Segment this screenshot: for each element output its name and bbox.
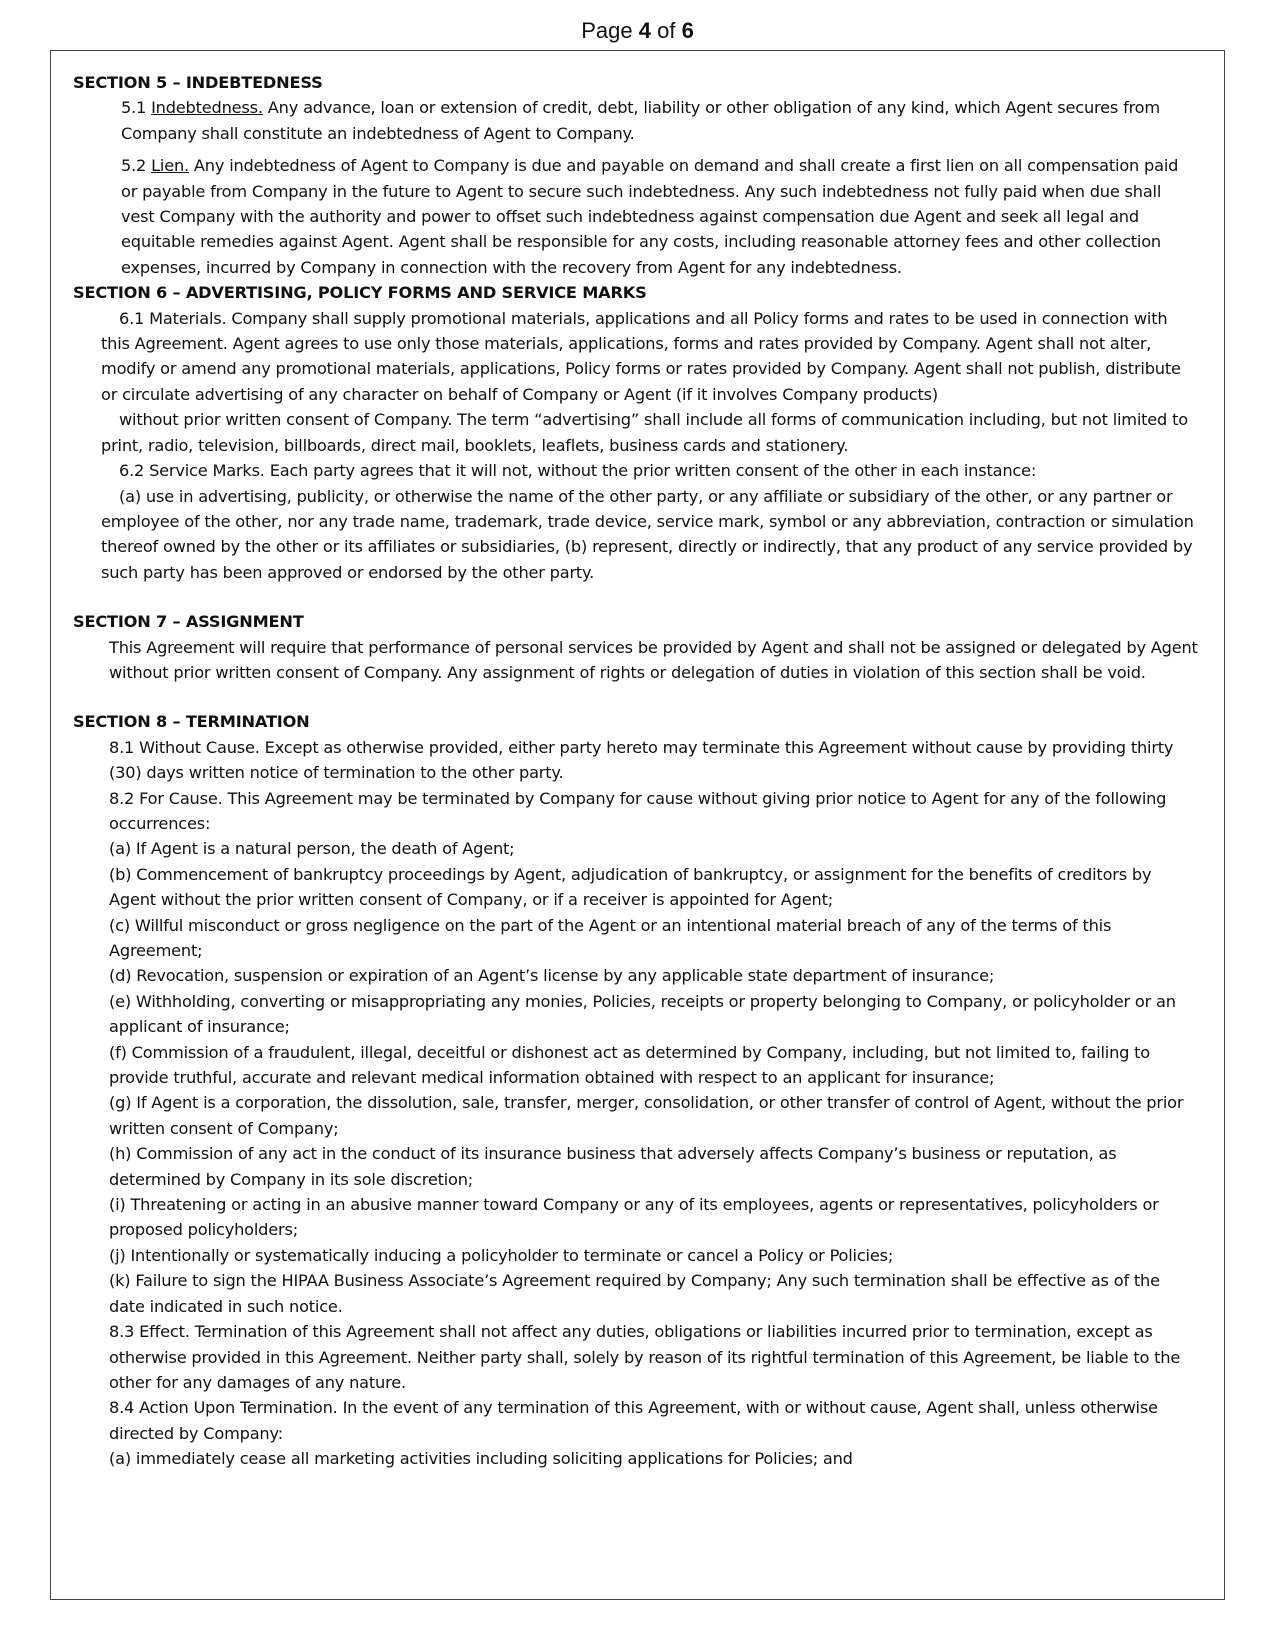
clause-8-2-b: (b) Commencement of bankruptcy proceedings by Agent, adjudication of bankruptcy, or assignment for the benefits of creditors by Agent without the prior written consent of Company, or if a receiver is appointed for Agent; (109, 864, 1152, 910)
section-8-title: SECTION 8 – TERMINATION (73, 712, 310, 732)
page-number-header (0, 18, 1275, 44)
section-7-title: SECTION 7 – ASSIGNMENT (73, 612, 304, 632)
section-7-text: This Agreement will require that performance of personal services be provided by Agent and shall not be assigned or delegated by Agent without prior written consent of Company. Any assignment of rights or delegation of duties in violation of this section shall be void. (109, 637, 1198, 682)
clause-5-1-term: Indebtedness. (151, 98, 263, 118)
clause-8-2-d: (d) Revocation, suspension or expiration of an Agent’s license by any applicable state department of insurance; (109, 966, 995, 986)
clause-8-2-e: (e) Withholding, converting or misappropriating any monies, Policies, receipts or property belonging to Company, or policyholder or an applicant of insurance; (109, 991, 1176, 1037)
section-5-title: SECTION 5 – INDEBTEDNESS (73, 73, 323, 92)
clause-8-4-a: (a) immediately cease all marketing activities including soliciting applications for Policies; and (109, 1449, 853, 1469)
clause-6-1-cont: without prior written consent of Company. The term “advertising” shall include all forms of communication including, but not limited to print, radio, television, billboards, direct mail, booklets, leaflets, business cards and stationery. (101, 410, 1188, 455)
clause-8-2-k: (k) Failure to sign the HIPAA Business Associate’s Agreement required by Company; Any such termination shall be effective as of the date indicated in such notice. (109, 1271, 1160, 1316)
clause-5-1-text: Any advance, loan or extension of credit, debt, liability or other obligation of any kind, which Agent secures from Company shall constitute an indebtedness of Agent to Company. (121, 98, 1160, 143)
clause-8-2-f: (f) Commission of a fraudulent, illegal, deceitful or dishonest act as determined by Company, including, but not limited to, failing to provide truthful, accurate and relevant medical information obtained with respect to an applicant for insurance; (109, 1042, 1151, 1088)
clause-8-2: 8.2 For Cause. This Agreement may be terminated by Company for cause without giving prior notice to Agent for any of the following occurrences: (109, 788, 1167, 833)
clause-6-2: 6.2 Service Marks. Each party agrees that it will not, without the prior written consent of the other in each instance: (119, 461, 1037, 481)
page-total: 6 (681, 18, 694, 43)
clause-8-2-j: (j) Intentionally or systematically inducing a policyholder to terminate or cancel a Policy or Policies; (109, 1245, 894, 1265)
clause-8-1: 8.1 Without Cause. Except as otherwise provided, either party hereto may terminate this Agreement without cause by providing thirty (30) days written notice of termination to the other party. (109, 737, 1174, 783)
clause-8-4: 8.4 Action Upon Termination. In the event of any termination of this Agreement, with or without cause, Agent shall, unless otherwise directed by Company: (109, 1398, 1158, 1443)
of-word: of (657, 18, 676, 43)
clause-6-2-a: (a) use in advertising, publicity, or otherwise the name of the other party, or any affiliate or subsidiary of the other, or any partner or employee of the other, nor any trade name, trademark, trade device, service mark, symbol or any abbreviation, contraction or simulation thereof owned by the other or its affiliates or subsidiaries, (b) represent, directly or indirectly, that any product of any service provided by such party has been approved or endorsed by the other party. (101, 486, 1194, 582)
document-body (73, 70, 1198, 1472)
clause-8-2-a: (a) If Agent is a natural person, the death of Agent; (109, 839, 515, 859)
clause-6-1: 6.1 Materials. Company shall supply promotional materials, applications and all Policy forms and rates to be used in connection with this Agreement. Agent agrees to use only those materials, applications, forms and rates provided by Company. Agent shall not alter, modify or amend any promotional materials, applications, Policy forms or rates provided by Company. Agent shall not publish, distribute or circulate advertising of any character on behalf of Company or Agent (if it involves Company products) (101, 308, 1181, 404)
clause-8-2-g: (g) If Agent is a corporation, the dissolution, sale, transfer, merger, consolidation, or other transfer of control of Agent, without the prior written consent of Company; (109, 1093, 1184, 1138)
clause-8-2-i: (i) Threatening or acting in an abusive manner toward Company or any of its employees, agents or representatives, policyholders or proposed policyholders; (109, 1195, 1159, 1240)
clause-5-1-number: 5.1 (121, 98, 152, 118)
clause-5-2-number: 5.2 (121, 156, 152, 176)
clause-8-2-c: (c) Willful misconduct or gross negligence on the part of the Agent or an intentional material breach of any of the terms of this Agreement; (109, 915, 1112, 960)
clause-8-3: 8.3 Effect. Termination of this Agreement shall not affect any duties, obligations or liabilities incurred prior to termination, except as otherwise provided in this Agreement. Neither party shall, solely by reason of its rightful termination of this Agreement, be liable to the other for any damages of any nature. (109, 1322, 1181, 1392)
page-current: 4 (638, 18, 651, 43)
page-word: Page (581, 18, 633, 43)
section-6-title: SECTION 6 – ADVERTISING, POLICY FORMS AND SERVICE MARKS (73, 283, 647, 303)
clause-5-2-term: Lien. (151, 156, 189, 176)
clause-8-2-h: (h) Commission of any act in the conduct of its insurance business that adversely affects Company’s business or reputation, as determined by Company in its sole discretion; (109, 1144, 1117, 1189)
clause-5-2 (73, 153, 1198, 280)
clause-5-2-text: Any indebtedness of Agent to Company is due and payable on demand and shall create a first lien on all compensation paid or payable from Company in the future to Agent to secure such indebtedness. Any such indebtedness not fully paid when due shall vest Company with the authority and power to offset such indebtedness against compensation due Agent and seek all legal and equitable remedies against Agent. Agent shall be responsible for any costs, including reasonable attorney fees and other collection expenses, incurred by Company in connection with the recovery from Agent for any indebtedness. (121, 156, 1179, 277)
clause-5-1 (73, 95, 1198, 146)
